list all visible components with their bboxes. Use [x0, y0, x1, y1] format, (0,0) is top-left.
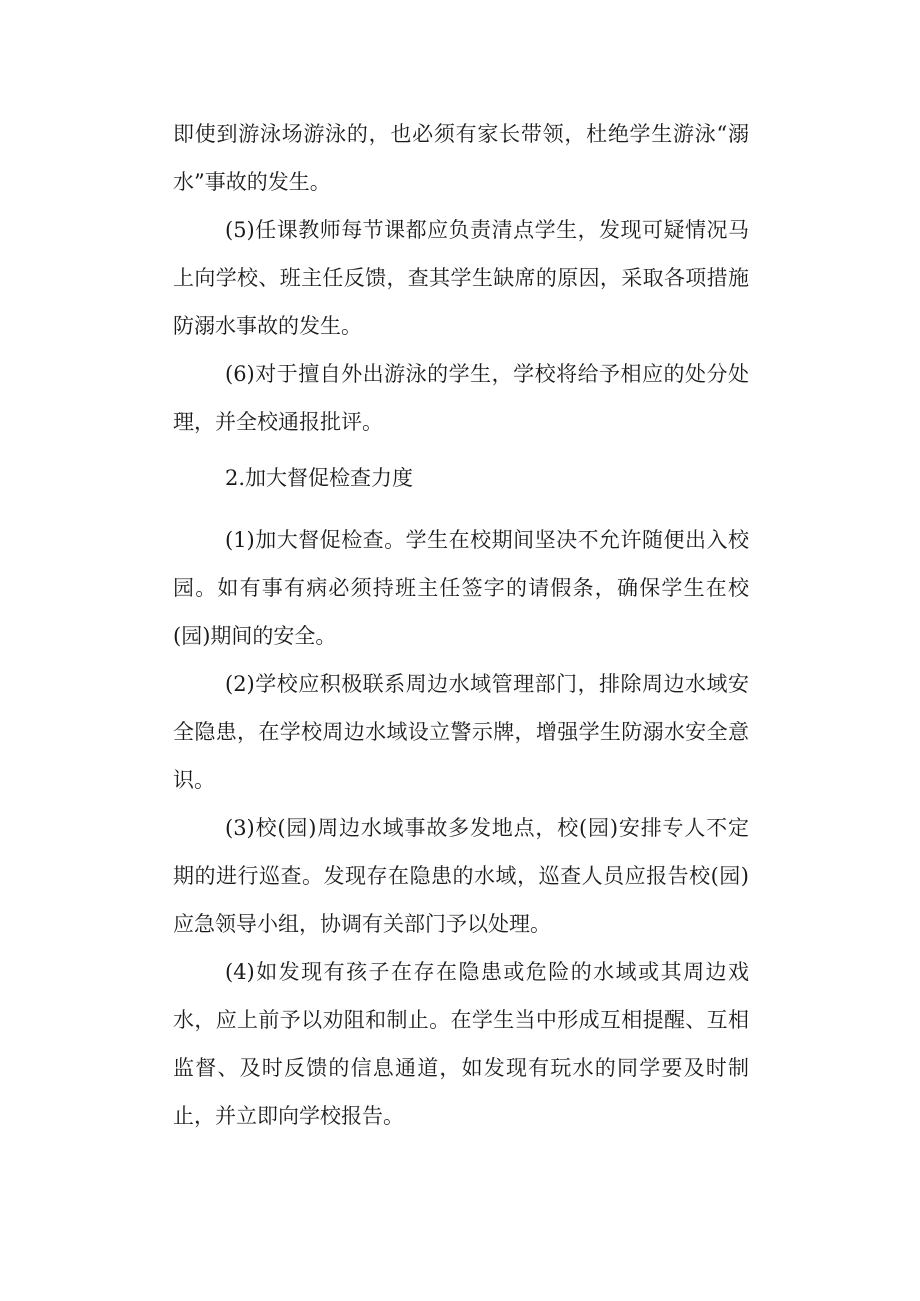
paragraph-item-2: (2)学校应积极联系周边水域管理部门，排除周边水域安全隐患，在学校周边水域设立警示牌，增强学生防溺水安全意识。	[173, 672, 749, 792]
paragraph-item-4: (4)如发现有孩子在存在隐患或危险的水域或其周边戏水，应上前予以劝阻和制止。在学生当中形成互相提醒、互相监督、及时反馈的信息通道，如发现有玩水的同学要及时制止，并立即向学校报告。	[173, 960, 749, 1128]
paragraph-item-5: (5)任课教师每节课都应负责清点学生，发现可疑情况马上向学校、班主任反馈，查其学生缺席的原因，采取各项措施防溺水事故的发生。	[173, 218, 749, 338]
section-heading: 2.加大督促检查力度	[225, 466, 414, 490]
paragraph-item-1: (1)加大督促检查。学生在校期间坚决不允许随便出入校园。如有事有病必须持班主任签字的请假条，确保学生在校(园)期间的安全。	[173, 528, 749, 648]
document-page	[173, 110, 749, 1140]
paragraph-continuation: 即使到游泳场游泳的，也必须有家长带领，杜绝学生游泳“溺水”事故的发生。	[173, 122, 749, 194]
paragraph-item-6: (6)对于擅自外出游泳的学生，学校将给予相应的处分处理，并全校通报批评。	[173, 362, 749, 434]
paragraph-item-3: (3)校(园)周边水域事故多发地点，校(园)安排专人不定期的进行巡查。发现存在隐患的水域，巡查人员应报告校(园)应急领导小组，协调有关部门予以处理。	[173, 816, 749, 936]
